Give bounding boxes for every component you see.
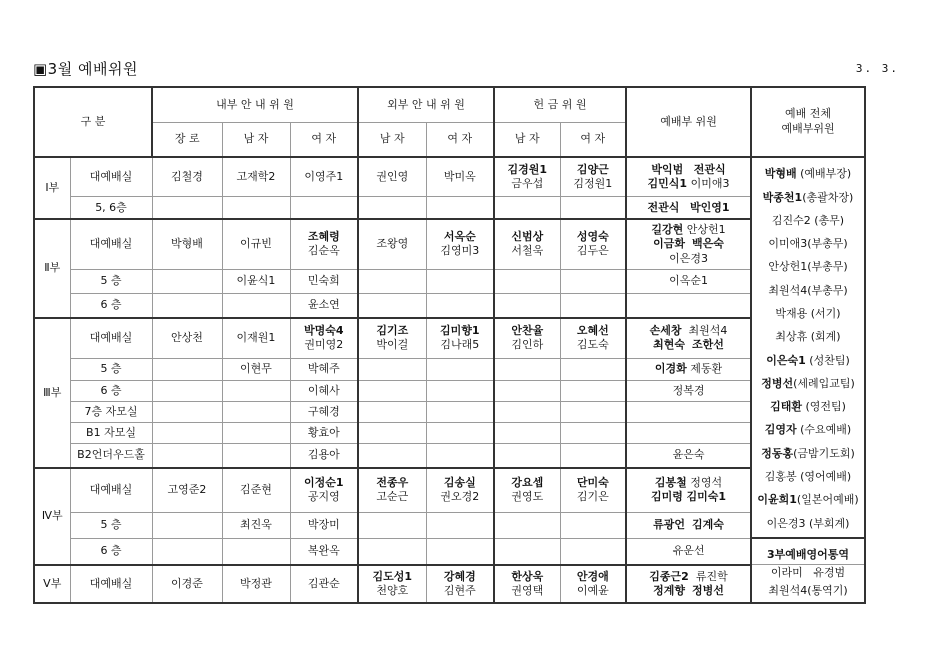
overall-item: 김진수2 (총무) — [771, 213, 845, 227]
worship-dept: 김봉철 정영석 김미령 김미숙1 — [626, 468, 751, 512]
inner-female: 구혜경 — [290, 401, 358, 422]
inner-female: 김관순 — [290, 565, 358, 603]
overall-item: 김홍봉 (영어예배) — [764, 469, 852, 483]
overall-committee-list — [752, 158, 864, 538]
inner-female: 박명숙4 권미영2 — [290, 318, 358, 358]
inner-female: 이혜사 — [290, 380, 358, 401]
worship-dept: 이경화 제동환 — [626, 358, 751, 380]
header-outer-female: 여 자 — [426, 122, 494, 156]
header-elder: 장 로 — [152, 122, 222, 156]
outer-female: 강혜경 김현주 — [426, 565, 494, 603]
worship-dept: 김종근2 류진학 정계향 정병선 — [626, 565, 751, 603]
offering-male: 안찬율 김인하 — [494, 318, 560, 358]
overall-item: 정동홍(금밤기도회) — [761, 446, 855, 460]
worship-dept: 전관식 박인영1 — [626, 197, 751, 219]
place: 5 층 — [70, 269, 152, 293]
inner-male: 이윤식1 — [222, 269, 290, 293]
elder: 김철경 — [152, 157, 222, 197]
inner-male: 최진욱 — [222, 512, 290, 538]
translation-names: 이라미 유경범 — [770, 566, 846, 579]
place: 6 층 — [70, 294, 152, 318]
overall-item: 최상휴 (회계) — [775, 330, 841, 344]
inner-female: 박혜주 — [290, 358, 358, 380]
overall-item: 이은숙1 (성찬팀) — [766, 353, 850, 367]
inner-male: 김준현 — [222, 468, 290, 512]
header-inner-male: 남 자 — [222, 122, 290, 156]
outer-male: 조왕영 — [358, 219, 426, 269]
inner-male: 이규빈 — [222, 219, 290, 269]
date-label: 3. 3. — [855, 62, 899, 75]
group-label: Ⅲ부 — [34, 318, 70, 468]
inner-female: 복완옥 — [290, 538, 358, 564]
overall-item: 박재용 (서기) — [775, 306, 841, 320]
inner-female: 윤소연 — [290, 294, 358, 318]
worship-committee-table — [33, 86, 866, 604]
overall-item: 김영자 (수요예배) — [764, 423, 852, 437]
inner-female: 황효아 — [290, 423, 358, 444]
place: 5 층 — [70, 358, 152, 380]
inner-female: 박장미 — [290, 512, 358, 538]
inner-female: 김용아 — [290, 444, 358, 468]
page-title: ▣3월 예배위원 — [33, 60, 138, 78]
place: 6 층 — [70, 380, 152, 401]
elder: 안상천 — [152, 318, 222, 358]
group-label: Ⅳ부 — [34, 468, 70, 565]
worship-dept: 길강현 안상헌1 이금화 백은숙 이은경3 — [626, 219, 751, 269]
group-label: Ⅴ부 — [34, 565, 70, 603]
outer-female: 박미옥 — [426, 157, 494, 197]
place: 대예배실 — [70, 318, 152, 358]
header-worship-dept: 예배부 위원 — [626, 87, 751, 157]
worship-dept: 손세창 최원석4 최현숙 조한선 — [626, 318, 751, 358]
place: 대예배실 — [70, 219, 152, 269]
offering-male: 강요셉 권영도 — [494, 468, 560, 512]
overall-item: 정병선(세례입교팀) — [761, 376, 855, 390]
worship-dept: 정복경 — [626, 380, 751, 401]
outer-female: 서옥순 김영미3 — [426, 219, 494, 269]
offering-female: 오혜선 김도숙 — [560, 318, 626, 358]
offering-male: 김경원1 금우섭 — [494, 157, 560, 197]
offering-female: 안경애 이예윤 — [560, 565, 626, 603]
outer-female: 김미향1 김나래5 — [426, 318, 494, 358]
place: 대예배실 — [70, 157, 152, 197]
header-outer-guide: 외부 안 내 위 원 — [358, 87, 494, 122]
offering-female: 김양근 김정원1 — [560, 157, 626, 197]
inner-female: 이영주1 — [290, 157, 358, 197]
inner-male: 이재원1 — [222, 318, 290, 358]
header-inner-guide: 내부 안 내 위 원 — [152, 87, 358, 122]
outer-female: 김송실 권오경2 — [426, 468, 494, 512]
translation-title: 3부예배영어통역 — [766, 548, 850, 561]
group-label: Ⅱ부 — [34, 219, 70, 318]
inner-male: 이현무 — [222, 358, 290, 380]
inner-male: 박정관 — [222, 565, 290, 603]
header-gubun: 구 분 — [34, 87, 152, 157]
group-label: Ⅰ부 — [34, 157, 70, 219]
overall-item: 최원석4(부총무) — [768, 283, 848, 297]
header-inner-female: 여 자 — [290, 122, 358, 156]
place: 대예배실 — [70, 565, 152, 603]
worship-dept: 이옥순1 — [626, 269, 751, 293]
place: 5 층 — [70, 512, 152, 538]
offering-female: 성영숙 김두은 — [560, 219, 626, 269]
overall-item: 박형배 (예배부장) — [764, 167, 852, 181]
inner-male: 고재학2 — [222, 157, 290, 197]
offering-male: 신범상 서철욱 — [494, 219, 560, 269]
offering-male: 한상욱 권영택 — [494, 565, 560, 603]
inner-female: 민숙희 — [290, 269, 358, 293]
header-offering-female: 여 자 — [560, 122, 626, 156]
translation-note: 최원석4(통역기) — [768, 584, 848, 597]
english-translation-box — [752, 540, 864, 604]
place: B1 자모실 — [70, 423, 152, 444]
worship-dept: 류광언 김계숙 — [626, 512, 751, 538]
worship-dept: 유운선 — [626, 538, 751, 564]
overall-item: 이은경3 (부회계) — [766, 516, 850, 530]
overall-item: 박종천1(총괄차장) — [762, 190, 854, 204]
place: 대예배실 — [70, 468, 152, 512]
outer-male: 김도성1 천양호 — [358, 565, 426, 603]
elder: 박형배 — [152, 219, 222, 269]
offering-female: 단미숙 김기은 — [560, 468, 626, 512]
worship-dept: 윤은숙 — [626, 444, 751, 468]
place: 6 층 — [70, 538, 152, 564]
place: B2언더우드홀 — [70, 444, 152, 468]
outer-male: 전종우 고순근 — [358, 468, 426, 512]
overall-item: 김태환 (영전팀) — [770, 400, 846, 414]
place: 5, 6층 — [70, 197, 152, 219]
elder: 고영준2 — [152, 468, 222, 512]
overall-item: 이윤희1(일본어예배) — [757, 493, 859, 507]
outer-male: 권인영 — [358, 157, 426, 197]
header-overall: 예배 전체 예배부위원 — [751, 87, 865, 157]
outer-male: 김기조 박이걸 — [358, 318, 426, 358]
inner-female: 조혜령 김순옥 — [290, 219, 358, 269]
header-offering: 헌 금 위 원 — [494, 87, 626, 122]
overall-item: 이미애3(부총무) — [768, 237, 848, 251]
worship-dept: 박익범 전관식 김민식1 이미애3 — [626, 157, 751, 197]
overall-item: 안상헌1(부총무) — [768, 260, 848, 274]
header-offering-male: 남 자 — [494, 122, 560, 156]
elder: 이경준 — [152, 565, 222, 603]
header-outer-male: 남 자 — [358, 122, 426, 156]
inner-female: 이정순1 공지영 — [290, 468, 358, 512]
place: 7층 자모실 — [70, 401, 152, 422]
